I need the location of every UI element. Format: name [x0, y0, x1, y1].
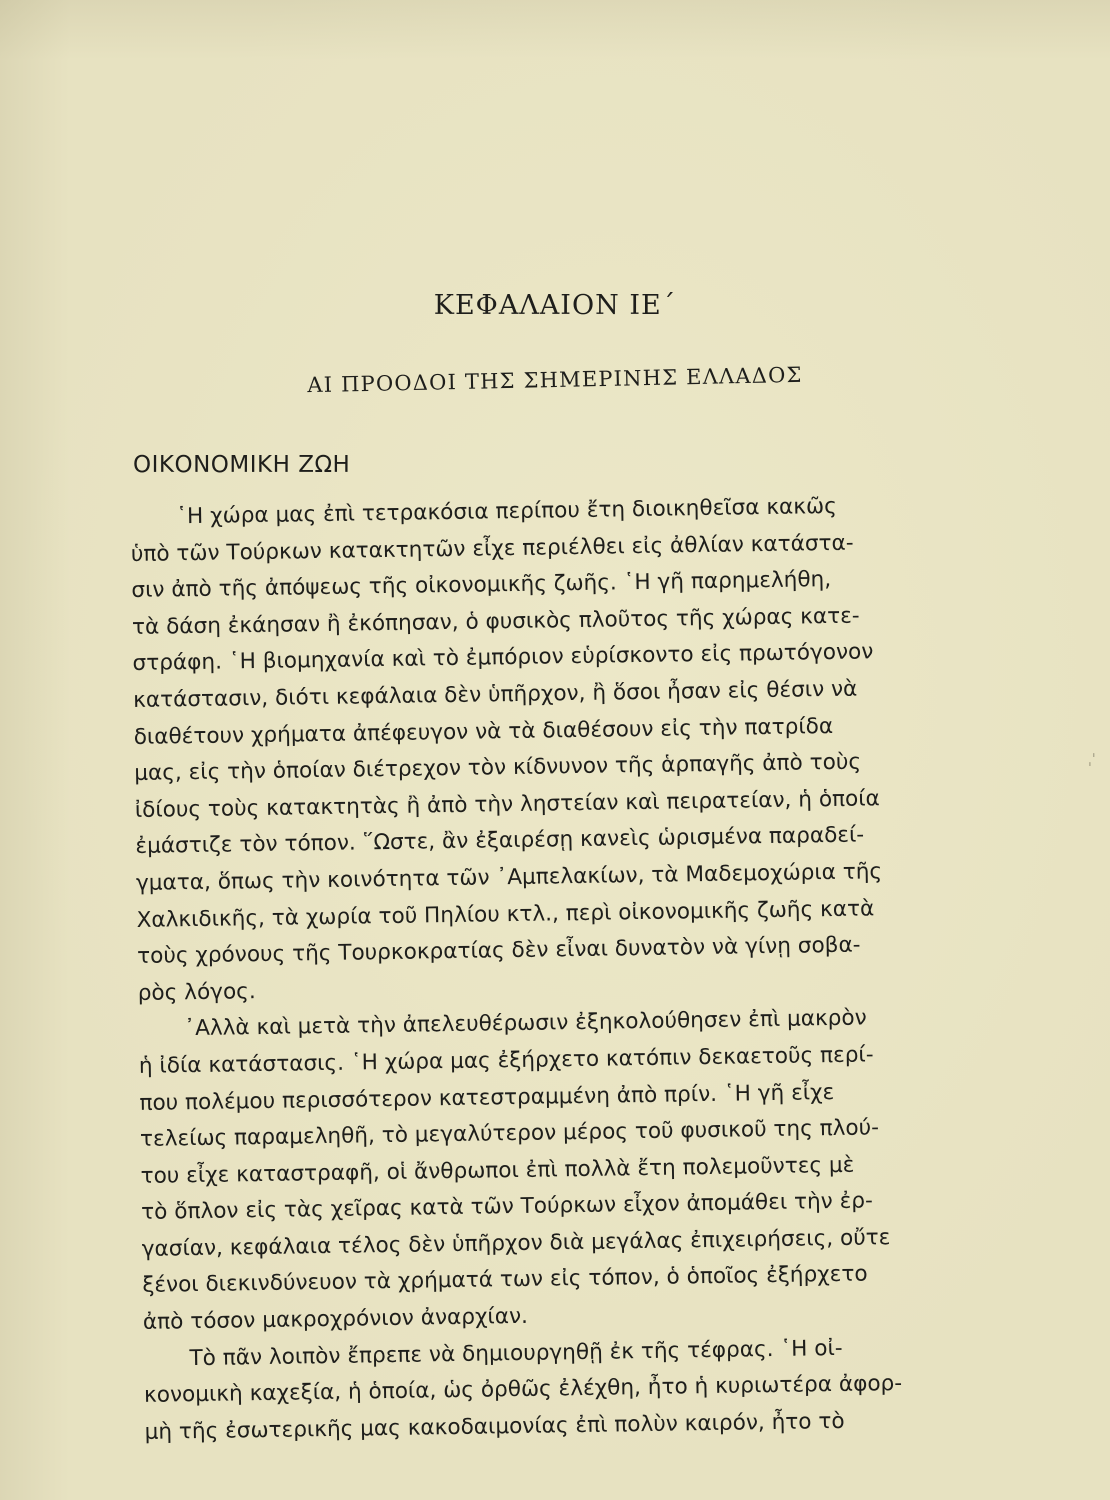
- chapter-title: ΚΕΦΑΛΑΙΟΝ ΙΕ΄: [433, 290, 677, 321]
- text-line: γασίαν, κεφάλαια τέλος δὲν ὑπῆρχον διὰ μεγάλας ἐπιχειρήσεις, οὔτε: [141, 1225, 891, 1262]
- show-through-header: [190, 72, 1050, 96]
- chapter-subtitle: ΑΙ ΠΡΟΟΔΟΙ ΤΗΣ ΣΗΜΕΡΙΝΗΣ ΕΛΛΑΔΟΣ: [307, 362, 803, 398]
- text-line: γματα, ὅπως τὴν κοινότητα τῶν ᾿Αμπελακίων, τὰ Μαδεμοχώρια τῆς: [135, 859, 883, 896]
- text-line: μας, εἰς τὴν ὁποίαν διέτρεχον τὸν κίδνυνον τῆς ἁρπαγῆς ἀπὸ τοὺς: [134, 749, 862, 787]
- text-line: τελείως παραμεληθῆ, τὸ μεγαλύτερον μέρος τοῦ φυσικοῦ της πλού-: [139, 1115, 880, 1153]
- text-line: ἰδίους τοὺς κατακτητὰς ἢ ἀπὸ τὴν ληστείαν καὶ πειρατείαν, ἡ ὁποία: [134, 786, 881, 823]
- text-line: που πολέμου περισσότερον κατεστραμμένη ἀπὸ πρίν. ῾Η γῆ εἶχε: [139, 1079, 835, 1116]
- text-line: στράφη. ῾Η βιομηχανία καὶ τὸ ἐμπόριον εὑρίσκοντο εἰς πρωτόγονον: [132, 639, 874, 677]
- text-line: ῾Η χώρα μας ἐπὶ τετρακόσια περίπου ἔτη διοικηθεῖσα κακῶς: [176, 493, 837, 530]
- text-line: τὰ δάση ἐκάησαν ἢ ἐκόπησαν, ὁ φυσικὸς πλοῦτος τῆς χώρας κατε-: [131, 603, 860, 640]
- text-line: Χαλκιδικῆς, τὰ χωρία τοῦ Πηλίου κτλ., περὶ οἰκονομικῆς ζωῆς κατὰ: [136, 895, 875, 933]
- text-line: ᾿Αλλὰ καὶ μετὰ τὴν ἀπελευθέρωσιν ἐξηκολούθησεν ἐπὶ μακρὸν: [184, 1005, 867, 1042]
- text-line: τὸ ὅπλον εἰς τὰς χεῖρας κατὰ τῶν Τούρκων εἶχον ἀπομάθει τὴν ἐρ-: [140, 1188, 873, 1226]
- text-line: σιν ἀπὸ τῆς ἀπόψεως τῆς οἰκονομικῆς ζωῆς. ῾Η γῆ παρημελήθη,: [131, 567, 832, 604]
- text-line: κατάστασιν, διότι κεφάλαια δὲν ὑπῆρχον, ἢ ὅσοι ἦσαν εἰς θέσιν νὰ: [132, 676, 858, 713]
- text-line: ξένοι διεκινδύνευον τὰ χρήματά των εἰς τόπον, ὁ ὁποῖος ἐξήρχετο: [142, 1261, 868, 1299]
- text-line: κονομικὴ καχεξία, ἡ ὁποία, ὡς ὀρθῶς ἐλέχθη, ἦτο ἡ κυριωτέρα ἀφορ-: [143, 1371, 903, 1409]
- text-line: του εἶχε καταστραφῆ, οἱ ἄνθρωποι ἐπὶ πολλὰ ἔτη πολεμοῦντες μὲ: [140, 1152, 855, 1189]
- text-line: διαθέτουν χρήματα ἀπέφευγον νὰ τὰ διαθέσουν εἰς τὴν πατρίδα: [133, 713, 834, 750]
- text-line: ὑπὸ τῶν Τούρκων κατακτητῶν εἶχε περιέλθει εἰς ἀθλίαν κατάστα-: [130, 530, 854, 567]
- text-line: Τὸ πᾶν λοιπὸν ἔπρεπε νὰ δημιουργηθῇ ἐκ τῆς τέφρας. ῾Η οἰ-: [189, 1335, 843, 1371]
- margin-mark: ˌˈ: [1088, 752, 1096, 768]
- section-heading: ΟΙΚΟΝΟΜΙΚΗ ΖΩΗ: [133, 452, 351, 478]
- text-line: τοὺς χρόνους τῆς Τουρκοκρατίας δὲν εἶναι δυνατὸν νὰ γίνῃ σοβα-: [136, 932, 861, 970]
- text-line: ἐμάστιζε τὸν τόπον. ῞Ωστε, ἂν ἐξαιρέσῃ κανεὶς ὡρισμένα παραδεί-: [135, 822, 865, 860]
- text-line: μὴ τῆς ἐσωτερικῆς μας κακοδαιμονίας ἐπὶ πολὺν καιρόν, ἦτο τὸ: [144, 1408, 845, 1445]
- text-line: ἡ ἰδία κατάστασις. ῾Η χώρα μας ἐξήρχετο κατόπιν δεκαετοῦς περί-: [138, 1042, 874, 1079]
- body-text: [130, 486, 1021, 1451]
- text-line: ρὸς λόγος.: [137, 978, 256, 1006]
- text-line: ἀπὸ τόσον μακροχρόνιον ἀναρχίαν.: [142, 1303, 529, 1335]
